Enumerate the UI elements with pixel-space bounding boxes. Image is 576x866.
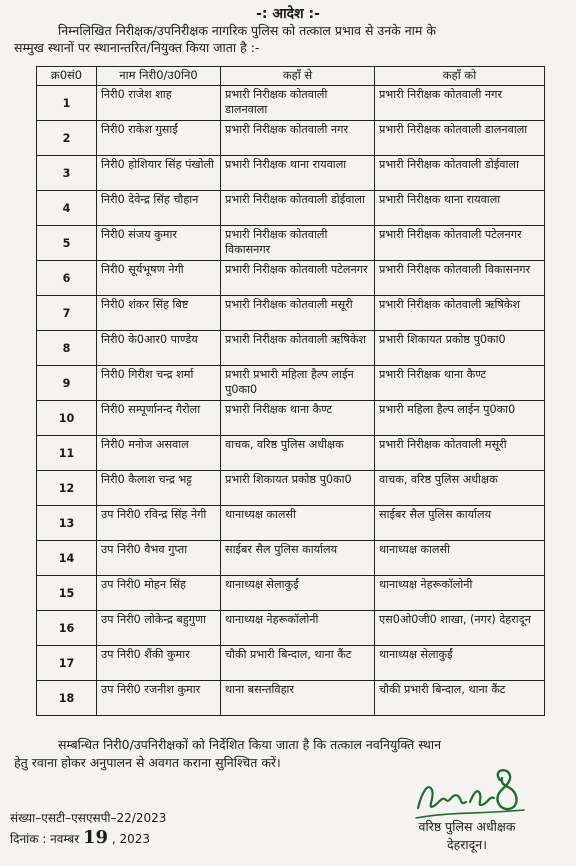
- table-row: [37, 156, 545, 191]
- transfer-table: [36, 66, 545, 716]
- cell-serial: 8: [37, 331, 97, 366]
- cell-serial: 3: [37, 156, 97, 191]
- cell-to: वाचक, वरिष्ठ पुलिस अधीक्षक: [375, 471, 545, 506]
- table-row: [37, 331, 545, 366]
- cell-to: थानाध्यक्ष सेलाकुईं: [375, 646, 545, 681]
- cell-from: थानाध्यक्ष सेलाकुईं: [221, 576, 375, 611]
- table-row: [37, 576, 545, 611]
- table-row: [37, 366, 545, 401]
- cell-serial: 10: [37, 401, 97, 436]
- header-from: कहॉं से: [221, 67, 375, 86]
- table-row: [37, 86, 545, 121]
- closing-line-2: हेतु रवाना होकर अनुपालन से अवगत कराना सुनिश्चित करें।: [14, 755, 281, 770]
- cell-serial: 11: [37, 436, 97, 471]
- date-year: , 2023: [111, 832, 151, 846]
- cell-to: प्रभारी निरीक्षक कोतवाली मसूरी: [375, 436, 545, 471]
- order-date: [10, 828, 166, 849]
- table-row: [37, 471, 545, 506]
- cell-name: उप निरी0 रजनीश कुमार: [97, 681, 221, 716]
- table-row: [37, 646, 545, 681]
- cell-serial: 1: [37, 86, 97, 121]
- intro-line-2: सम्मुख स्थानों पर स्थानान्तरित/नियुक्त किया जाता है :-: [14, 40, 260, 55]
- cell-from: प्रभारी निरीक्षक कोतवाली विकासनगर: [221, 226, 375, 261]
- cell-from: थाना बसन्तविहार: [221, 681, 375, 716]
- cell-name: उप निरी0 मोहन सिंह: [97, 576, 221, 611]
- header-to: कहॉं को: [375, 67, 545, 86]
- cell-serial: 18: [37, 681, 97, 716]
- cell-from: प्रभारी निरीक्षक कोतवाली डालनवाला: [221, 86, 375, 121]
- header-name: नाम निरी0/उ0नि0: [97, 67, 221, 86]
- cell-from: वाचक, वरिष्ठ पुलिस अधीक्षक: [221, 436, 375, 471]
- cell-name: निरी0 राजेश शाह: [97, 86, 221, 121]
- closing-line-1: सम्बन्धित निरी0/उपनिरीक्षकों को निर्देशित किया जाता है कि तत्काल नवनियुक्ति स्थान: [58, 737, 442, 752]
- table-row: [37, 121, 545, 156]
- cell-from: प्रभारी निरीक्षक कोतवाली मसूरी: [221, 296, 375, 331]
- cell-name: निरी0 शंकर सिंह बिष्ट: [97, 296, 221, 331]
- date-day: 19: [82, 827, 109, 848]
- table-body: [37, 86, 545, 716]
- cell-name: निरी0 के0आर0 पाण्डेय: [97, 331, 221, 366]
- intro-line-1: निम्नलिखित निरीक्षक/उपनिरीक्षक नागरिक पुलिस को तत्काल प्रभाव से उनके नाम के: [58, 23, 436, 38]
- cell-serial: 4: [37, 191, 97, 226]
- cell-name: उप निरी0 शैंकी कुमार: [97, 646, 221, 681]
- cell-from: प्रभारी निरीक्षक कोतवाली पटेलनगर: [221, 261, 375, 296]
- table-header-row: [37, 67, 545, 86]
- cell-serial: 12: [37, 471, 97, 506]
- cell-name: उप निरी0 लोकेन्द्र बहुगुणा: [97, 611, 221, 646]
- cell-from: प्रभारी निरीक्षक थाना कैण्ट: [221, 401, 375, 436]
- table-row: [37, 506, 545, 541]
- table-row: [37, 226, 545, 261]
- cell-name: निरी0 राकेश गुसाईं: [97, 121, 221, 156]
- signatory-location: देहरादून।: [447, 837, 487, 852]
- cell-to: प्रभारी निरीक्षक कोतवाली डालनवाला: [375, 121, 545, 156]
- cell-name: निरी0 मनोज असवाल: [97, 436, 221, 471]
- signatory-block: [372, 818, 562, 854]
- cell-name: निरी0 होशियार सिंह पंखोली: [97, 156, 221, 191]
- order-heading: -: आदेश :-: [256, 6, 320, 22]
- table-row: [37, 261, 545, 296]
- cell-from: प्रभारी निरीक्षक कोतवाली नगर: [221, 121, 375, 156]
- cell-to: प्रभारी निरीक्षक कोतवाली विकासनगर: [375, 261, 545, 296]
- cell-to: एस0ओ0जी0 शाखा, (नगर) देहरादून: [375, 611, 545, 646]
- cell-serial: 2: [37, 121, 97, 156]
- cell-to: प्रभारी निरीक्षक कोतवाली ऋषिकेश: [375, 296, 545, 331]
- cell-serial: 16: [37, 611, 97, 646]
- date-prefix: दिनांक : नवम्बर: [10, 832, 80, 846]
- cell-name: उप निरी0 वैभव गुप्ता: [97, 541, 221, 576]
- header-serial: क्र0सं0: [37, 67, 97, 86]
- table-row: [37, 436, 545, 471]
- table-row: [37, 401, 545, 436]
- cell-to: प्रभारी महिला हैल्प लाईन पु0का0: [375, 401, 545, 436]
- table-row: [37, 296, 545, 331]
- cell-name: निरी0 गिरीश चन्द्र शर्मा: [97, 366, 221, 401]
- cell-to: प्रभारी शिकायत प्रकोष्ठ पु0का0: [375, 331, 545, 366]
- cell-to: थानाध्यक्ष नेहरूकॉलोनी: [375, 576, 545, 611]
- handwritten-signature: [408, 762, 528, 826]
- cell-from: साईबर सैल पुलिस कार्यालय: [221, 541, 375, 576]
- cell-to: थानाध्यक्ष कालसी: [375, 541, 545, 576]
- cell-serial: 15: [37, 576, 97, 611]
- cell-to: प्रभारी निरीक्षक कोतवाली पटेलनगर: [375, 226, 545, 261]
- cell-from: प्रभारी निरीक्षक कोतवाली डोईवाला: [221, 191, 375, 226]
- cell-to: प्रभारी निरीक्षक कोतवाली डोईवाला: [375, 156, 545, 191]
- cell-from: प्रभारी निरीक्षक थाना रायवाला: [221, 156, 375, 191]
- cell-to: प्रभारी निरीक्षक थाना रायवाला: [375, 191, 545, 226]
- intro-paragraph: [14, 22, 566, 56]
- cell-name: उप निरी0 रविन्द्र सिंह नेगी: [97, 506, 221, 541]
- cell-to: चौकी प्रभारी बिन्दाल, थाना कैंट: [375, 681, 545, 716]
- cell-name: निरी0 सम्पूर्णानन्द गैरोला: [97, 401, 221, 436]
- table-row: [37, 611, 545, 646]
- cell-serial: 13: [37, 506, 97, 541]
- cell-name: निरी0 कैलाश चन्द्र भट्ट: [97, 471, 221, 506]
- cell-name: निरी0 संजय कुमार: [97, 226, 221, 261]
- cell-from: प्रभारी शिकायत प्रकोष्ठ पु0का0: [221, 471, 375, 506]
- table-row: [37, 681, 545, 716]
- cell-to: प्रभारी निरीक्षक कोतवाली नगर: [375, 86, 545, 121]
- cell-from: थानाध्यक्ष कालसी: [221, 506, 375, 541]
- cell-from: थानाध्यक्ष नेहरूकॉलोनी: [221, 611, 375, 646]
- cell-name: निरी0 सूर्यभूषण नेगी: [97, 261, 221, 296]
- table-row: [37, 191, 545, 226]
- reference-block: [10, 808, 166, 849]
- cell-serial: 7: [37, 296, 97, 331]
- cell-to: साईबर सैल पुलिस कार्यालय: [375, 506, 545, 541]
- cell-serial: 5: [37, 226, 97, 261]
- reference-number: संख्या–एसटी–एसएसपी–22/2023: [10, 811, 167, 825]
- cell-from: प्रभारी प्रभारी महिला हैल्प लाईन पु0का0: [221, 366, 375, 401]
- cell-name: निरी0 देवेन्द्र सिंह चौहान: [97, 191, 221, 226]
- cell-serial: 14: [37, 541, 97, 576]
- cell-from: प्रभारी निरीक्षक कोतवाली ऋषिकेश: [221, 331, 375, 366]
- cell-to: प्रभारी निरीक्षक थाना कैण्ट: [375, 366, 545, 401]
- cell-serial: 9: [37, 366, 97, 401]
- table-row: [37, 541, 545, 576]
- cell-serial: 6: [37, 261, 97, 296]
- signatory-designation: वरिष्ठ पुलिस अधीक्षक: [418, 819, 516, 834]
- cell-from: चौकी प्रभारी बिन्दाल, थाना कैंट: [221, 646, 375, 681]
- cell-serial: 17: [37, 646, 97, 681]
